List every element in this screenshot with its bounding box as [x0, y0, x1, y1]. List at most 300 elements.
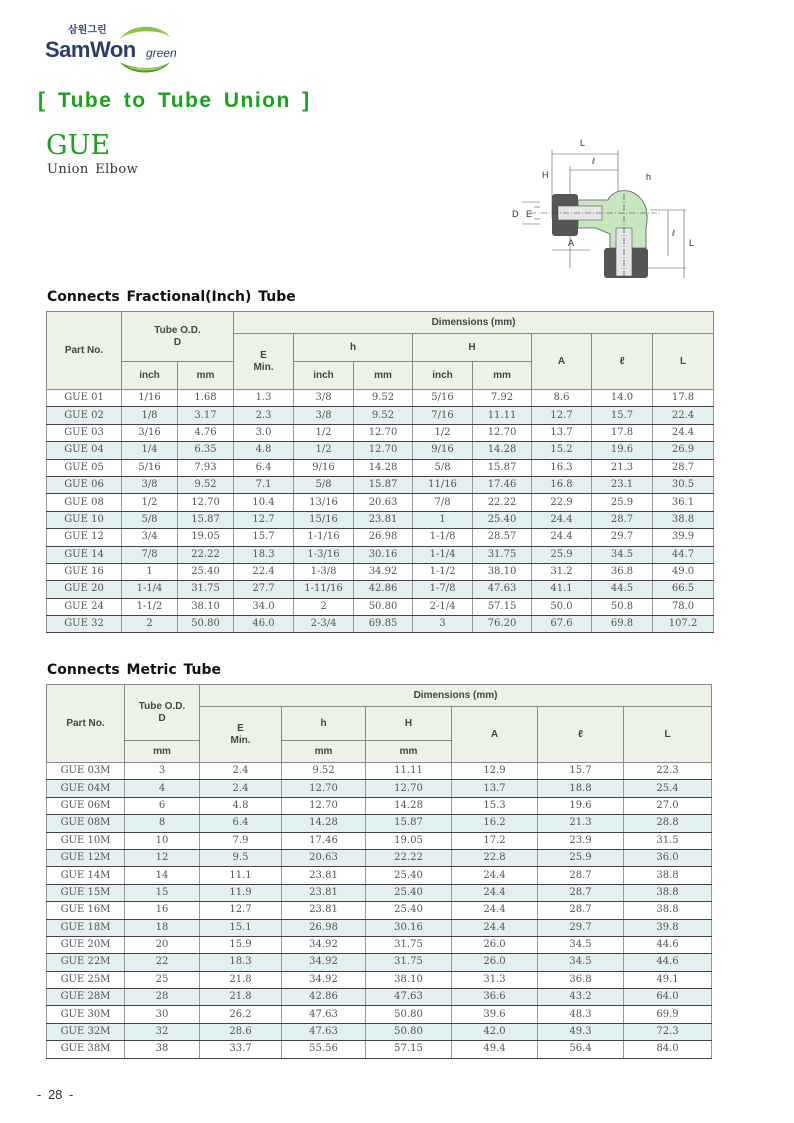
table-cell: 31.3: [452, 971, 538, 988]
table-cell: 47.63: [282, 1023, 366, 1040]
part-number-cell: GUE 14M: [47, 867, 125, 884]
table-row: [47, 1006, 712, 1023]
table-cell: 50.8: [592, 598, 653, 615]
table-cell: 14.28: [366, 797, 452, 814]
part-number-cell: GUE 10M: [47, 832, 125, 849]
table-cell: 26.2: [200, 1006, 282, 1023]
table-cell: 1-7/8: [413, 581, 473, 598]
table-cell: 44.6: [624, 936, 712, 953]
table-cell: 34.5: [538, 954, 624, 971]
table-cell: 17.8: [592, 424, 653, 441]
table-cell: 20.63: [282, 849, 366, 866]
table-cell: 11.11: [366, 763, 452, 780]
table-cell: 23.1: [592, 476, 653, 493]
table-cell: 1-1/8: [413, 529, 473, 546]
table-cell: 25.40: [366, 902, 452, 919]
part-number-cell: GUE 32: [47, 616, 122, 633]
table-cell: 15.7: [234, 529, 294, 546]
table-cell: 7.1: [234, 476, 294, 493]
table-cell: 15.9: [200, 936, 282, 953]
table-cell: 67.6: [532, 616, 592, 633]
table-cell: 17.2: [452, 832, 538, 849]
table-cell: 57.15: [366, 1041, 452, 1058]
table-cell: 36.0: [624, 849, 712, 866]
table-cell: 14.28: [354, 459, 413, 476]
table-cell: 3/8: [294, 407, 354, 424]
table-cell: 26.98: [282, 919, 366, 936]
table-cell: 39.6: [452, 1006, 538, 1023]
table-cell: 36.8: [538, 971, 624, 988]
header-tube-od: Tube O.D. D: [122, 312, 234, 362]
table-cell: 12.70: [473, 424, 532, 441]
table-cell: 49.3: [538, 1023, 624, 1040]
metric-header-h-big-mm: mm: [366, 741, 452, 763]
table-cell: 44.5: [592, 581, 653, 598]
table-cell: 11.9: [200, 884, 282, 901]
table-cell: 2: [122, 616, 178, 633]
table-cell: 1/2: [413, 424, 473, 441]
table-cell: 10: [125, 832, 200, 849]
part-number-cell: GUE 10: [47, 511, 122, 528]
table-cell: 3: [413, 616, 473, 633]
table-cell: 11.1: [200, 867, 282, 884]
table-cell: 3.0: [234, 424, 294, 441]
table-cell: 50.80: [354, 598, 413, 615]
table-row: [47, 763, 712, 780]
table-cell: 28.57: [473, 529, 532, 546]
table-cell: 43.2: [538, 989, 624, 1006]
part-number-cell: GUE 14: [47, 546, 122, 563]
table-cell: 3: [125, 763, 200, 780]
part-number-cell: GUE 03: [47, 424, 122, 441]
table-cell: 11.11: [473, 407, 532, 424]
brand-name: SamWon: [45, 37, 136, 62]
table-cell: 17.8: [653, 390, 714, 407]
metric-header-tube-od: Tube O.D. D: [125, 685, 200, 741]
table-cell: 42.86: [282, 989, 366, 1006]
table-cell: 31.75: [178, 581, 234, 598]
table-row: [47, 919, 712, 936]
table-cell: 7.9: [200, 832, 282, 849]
table-cell: 1/4: [122, 442, 178, 459]
table-cell: 12.70: [282, 780, 366, 797]
part-number-cell: GUE 28M: [47, 989, 125, 1006]
part-number-cell: GUE 30M: [47, 1006, 125, 1023]
table-row: [47, 849, 712, 866]
table-cell: 26.0: [452, 936, 538, 953]
table-row: [47, 598, 714, 615]
header-h-big-mm: mm: [473, 362, 532, 390]
metric-header-l-small: ℓ: [538, 707, 624, 763]
table-cell: 22.4: [234, 563, 294, 580]
table-row: [47, 1023, 712, 1040]
table-cell: 50.80: [178, 616, 234, 633]
header-h-small: h: [294, 334, 413, 362]
page-number: - 28 -: [37, 1087, 74, 1102]
table-cell: 5/8: [294, 476, 354, 493]
table-cell: 24.4: [532, 529, 592, 546]
diagram-label-E: E: [526, 209, 533, 219]
table-cell: 33.7: [200, 1041, 282, 1058]
section-title: [ Tube to Tube Union ]: [38, 89, 311, 112]
table-cell: 14.28: [282, 815, 366, 832]
table-cell: 47.63: [473, 581, 532, 598]
part-number-cell: GUE 03M: [47, 763, 125, 780]
table-cell: 19.05: [366, 832, 452, 849]
table-cell: 12: [125, 849, 200, 866]
table-cell: 2.4: [200, 763, 282, 780]
table-cell: 29.7: [538, 919, 624, 936]
table-cell: 14.28: [473, 442, 532, 459]
table-cell: 47.63: [366, 989, 452, 1006]
table-cell: 49.0: [653, 563, 714, 580]
table-cell: 15.87: [473, 459, 532, 476]
table-cell: 38.8: [624, 902, 712, 919]
table-cell: 24.4: [452, 884, 538, 901]
table-cell: 19.05: [178, 529, 234, 546]
brand-korean-name: 삼원그린: [68, 25, 107, 36]
part-number-cell: GUE 20: [47, 581, 122, 598]
table-cell: 4: [125, 780, 200, 797]
table-cell: 6.4: [200, 815, 282, 832]
table-cell: 2-3/4: [294, 616, 354, 633]
table-cell: 25.40: [473, 511, 532, 528]
part-number-cell: GUE 22M: [47, 954, 125, 971]
table-cell: 24.4: [452, 919, 538, 936]
table-cell: 1/2: [294, 442, 354, 459]
table-cell: 22.8: [452, 849, 538, 866]
table-cell: 6.4: [234, 459, 294, 476]
table-cell: 16.2: [452, 815, 538, 832]
diagram-label-l-side: ℓ: [672, 228, 675, 238]
diagram-label-H: H: [542, 170, 549, 180]
table-cell: 34.92: [354, 563, 413, 580]
table-row: [47, 884, 712, 901]
table-cell: 3/8: [122, 476, 178, 493]
table-cell: 107.2: [653, 616, 714, 633]
table-cell: 7.93: [178, 459, 234, 476]
table-cell: 17.46: [282, 832, 366, 849]
table-cell: 4.8: [234, 442, 294, 459]
product-code: GUE: [46, 130, 111, 161]
table-cell: 38.10: [473, 563, 532, 580]
table-cell: 15.87: [354, 476, 413, 493]
part-number-cell: GUE 12: [47, 529, 122, 546]
table-cell: 38.8: [624, 884, 712, 901]
table-cell: 11/16: [413, 476, 473, 493]
table-cell: 23.81: [282, 902, 366, 919]
diagram-label-h: h: [646, 172, 652, 182]
part-number-cell: GUE 20M: [47, 936, 125, 953]
table-row: [47, 616, 714, 633]
table-row: [47, 989, 712, 1006]
table-cell: 30.16: [366, 919, 452, 936]
table-cell: 15.2: [532, 442, 592, 459]
part-number-cell: GUE 16M: [47, 902, 125, 919]
table-cell: 23.9: [538, 832, 624, 849]
table-cell: 12.7: [200, 902, 282, 919]
diagram-label-l-top: ℓ: [592, 156, 595, 166]
table-cell: 41.1: [532, 581, 592, 598]
table-cell: 1-1/2: [413, 563, 473, 580]
header-l-big: L: [653, 334, 714, 390]
part-number-cell: GUE 12M: [47, 849, 125, 866]
table-row: [47, 971, 712, 988]
table-cell: 24.4: [532, 511, 592, 528]
table-cell: 76.20: [473, 616, 532, 633]
table-cell: 23.81: [354, 511, 413, 528]
table-cell: 19.6: [538, 797, 624, 814]
table-cell: 78.0: [653, 598, 714, 615]
table-cell: 6.35: [178, 442, 234, 459]
part-number-cell: GUE 04M: [47, 780, 125, 797]
table-cell: 69.9: [624, 1006, 712, 1023]
table-row: [47, 581, 714, 598]
metric-table-heading: Connects Metric Tube: [47, 662, 222, 678]
table-row: [47, 476, 714, 493]
table-row: [47, 797, 712, 814]
table-cell: 22: [125, 954, 200, 971]
table-cell: 9.5: [200, 849, 282, 866]
table-cell: 34.92: [282, 954, 366, 971]
table-cell: 12.9: [452, 763, 538, 780]
table-cell: 55.56: [282, 1041, 366, 1058]
header-h-big: H: [413, 334, 532, 362]
table-cell: 3.17: [178, 407, 234, 424]
table-cell: 3/16: [122, 424, 178, 441]
table-cell: 19.6: [592, 442, 653, 459]
table-cell: 49.4: [452, 1041, 538, 1058]
table-cell: 25.4: [624, 780, 712, 797]
table-cell: 16: [125, 902, 200, 919]
table-cell: 24.4: [653, 424, 714, 441]
table-cell: 38: [125, 1041, 200, 1058]
table-cell: 2.4: [200, 780, 282, 797]
table-cell: 5/8: [413, 459, 473, 476]
table-cell: 4.76: [178, 424, 234, 441]
part-number-cell: GUE 24: [47, 598, 122, 615]
table-cell: 21.3: [592, 459, 653, 476]
table-row: [47, 424, 714, 441]
table-cell: 22.22: [473, 494, 532, 511]
table-cell: 2.3: [234, 407, 294, 424]
table-cell: 24.4: [452, 902, 538, 919]
table-cell: 30.5: [653, 476, 714, 493]
table-row: [47, 1041, 712, 1058]
part-number-cell: GUE 02: [47, 407, 122, 424]
table-cell: 7.92: [473, 390, 532, 407]
part-number-cell: GUE 05: [47, 459, 122, 476]
table-cell: 7/16: [413, 407, 473, 424]
table-cell: 25.9: [592, 494, 653, 511]
part-number-cell: GUE 08: [47, 494, 122, 511]
table-cell: 15/16: [294, 511, 354, 528]
table-cell: 14.0: [592, 390, 653, 407]
table-cell: 1.68: [178, 390, 234, 407]
table-row: [47, 954, 712, 971]
table-cell: 44.7: [653, 546, 714, 563]
fractional-spec-table: [46, 311, 714, 633]
table-cell: 44.6: [624, 954, 712, 971]
table-cell: 28.7: [538, 867, 624, 884]
table-cell: 6: [125, 797, 200, 814]
table-cell: 5/8: [122, 511, 178, 528]
table-cell: 36.8: [592, 563, 653, 580]
table-cell: 23.81: [282, 884, 366, 901]
table-cell: 31.2: [532, 563, 592, 580]
table-cell: 47.63: [282, 1006, 366, 1023]
table-cell: 39.8: [624, 919, 712, 936]
table-cell: 12.70: [366, 780, 452, 797]
table-cell: 15.7: [592, 407, 653, 424]
header-l-small: ℓ: [592, 334, 653, 390]
table-cell: 34.92: [282, 971, 366, 988]
table-cell: 1/2: [122, 494, 178, 511]
table-cell: 12.70: [354, 442, 413, 459]
part-number-cell: GUE 38M: [47, 1041, 125, 1058]
table-cell: 15.87: [366, 815, 452, 832]
table-row: [47, 867, 712, 884]
table-cell: 28.7: [592, 511, 653, 528]
diagram-label-D: D: [512, 209, 519, 219]
table-cell: 12.7: [234, 511, 294, 528]
table-cell: 21.8: [200, 989, 282, 1006]
part-number-cell: GUE 06: [47, 476, 122, 493]
table-cell: 38.8: [653, 511, 714, 528]
table-cell: 38.10: [366, 971, 452, 988]
table-cell: 18.3: [234, 546, 294, 563]
header-h-small-inch: inch: [294, 362, 354, 390]
table-cell: 12.7: [532, 407, 592, 424]
table-cell: 28: [125, 989, 200, 1006]
metric-header-e-min: E Min.: [200, 707, 282, 763]
table-cell: 31.75: [366, 936, 452, 953]
table-cell: 9.52: [354, 390, 413, 407]
table-cell: 9/16: [413, 442, 473, 459]
brand-logo: [42, 22, 192, 74]
table-cell: 10.4: [234, 494, 294, 511]
table-cell: 1: [122, 563, 178, 580]
table-cell: 1/8: [122, 407, 178, 424]
table-cell: 30: [125, 1006, 200, 1023]
table-cell: 9.52: [354, 407, 413, 424]
table-cell: 3/8: [294, 390, 354, 407]
header-e-min: E Min.: [234, 334, 294, 390]
table-cell: 42.86: [354, 581, 413, 598]
table-cell: 34.5: [538, 936, 624, 953]
table-cell: 25.9: [532, 546, 592, 563]
metric-header-h-big: H: [366, 707, 452, 741]
table-cell: 7/8: [122, 546, 178, 563]
table-cell: 1-11/16: [294, 581, 354, 598]
table-row: [47, 563, 714, 580]
table-cell: 22.22: [178, 546, 234, 563]
metric-header-part-no: Part No.: [47, 685, 125, 763]
header-a: A: [532, 334, 592, 390]
table-cell: 42.0: [452, 1023, 538, 1040]
table-cell: 22.3: [624, 763, 712, 780]
table-cell: 25.9: [538, 849, 624, 866]
metric-header-l-big: L: [624, 707, 712, 763]
table-cell: 13.7: [452, 780, 538, 797]
diagram-label-A: A: [568, 238, 575, 248]
metric-header-h-small: h: [282, 707, 366, 741]
table-cell: 56.4: [538, 1041, 624, 1058]
table-cell: 38.10: [178, 598, 234, 615]
table-cell: 50.80: [366, 1006, 452, 1023]
table-cell: 34.0: [234, 598, 294, 615]
union-elbow-diagram: [500, 128, 700, 283]
table-cell: 50.80: [366, 1023, 452, 1040]
table-cell: 22.4: [653, 407, 714, 424]
table-cell: 18: [125, 919, 200, 936]
header-h-small-mm: mm: [354, 362, 413, 390]
table-cell: 1-1/4: [413, 546, 473, 563]
table-cell: 4.8: [200, 797, 282, 814]
table-cell: 5/16: [413, 390, 473, 407]
table-cell: 24.4: [452, 867, 538, 884]
table-cell: 28.8: [624, 815, 712, 832]
diagram-label-L-side: L: [689, 238, 695, 248]
part-number-cell: GUE 04: [47, 442, 122, 459]
table-cell: 14: [125, 867, 200, 884]
metric-header-h-small-mm: mm: [282, 741, 366, 763]
table-cell: 69.8: [592, 616, 653, 633]
part-number-cell: GUE 18M: [47, 919, 125, 936]
table-cell: 29.7: [592, 529, 653, 546]
table-cell: 1/16: [122, 390, 178, 407]
table-cell: 1-1/4: [122, 581, 178, 598]
table-cell: 1-1/2: [122, 598, 178, 615]
table-cell: 16.3: [532, 459, 592, 476]
header-od-inch: inch: [122, 362, 178, 390]
table-row: [47, 442, 714, 459]
table-cell: 84.0: [624, 1041, 712, 1058]
table-cell: 49.1: [624, 971, 712, 988]
table-row: [47, 780, 712, 797]
brand-suffix: green: [146, 46, 177, 60]
table-cell: 18.3: [200, 954, 282, 971]
table-cell: 2-1/4: [413, 598, 473, 615]
part-number-cell: GUE 01: [47, 390, 122, 407]
part-number-cell: GUE 06M: [47, 797, 125, 814]
table-cell: 34.5: [592, 546, 653, 563]
metric-header-od-mm: mm: [125, 741, 200, 763]
table-cell: 21.3: [538, 815, 624, 832]
table-cell: 1.3: [234, 390, 294, 407]
table-cell: 57.15: [473, 598, 532, 615]
table-cell: 5/16: [122, 459, 178, 476]
table-cell: 12.70: [282, 797, 366, 814]
table-cell: 8: [125, 815, 200, 832]
table-cell: 27.7: [234, 581, 294, 598]
table-cell: 13/16: [294, 494, 354, 511]
part-number-cell: GUE 25M: [47, 971, 125, 988]
table-row: [47, 529, 714, 546]
table-cell: 16.8: [532, 476, 592, 493]
table-row: [47, 407, 714, 424]
table-cell: 1-3/8: [294, 563, 354, 580]
table-cell: 22.22: [366, 849, 452, 866]
table-cell: 1/2: [294, 424, 354, 441]
table-cell: 36.1: [653, 494, 714, 511]
table-cell: 9/16: [294, 459, 354, 476]
table-cell: 15.1: [200, 919, 282, 936]
table-cell: 31.75: [473, 546, 532, 563]
table-cell: 31.5: [624, 832, 712, 849]
header-h-big-inch: inch: [413, 362, 473, 390]
header-od-mm: mm: [178, 362, 234, 390]
